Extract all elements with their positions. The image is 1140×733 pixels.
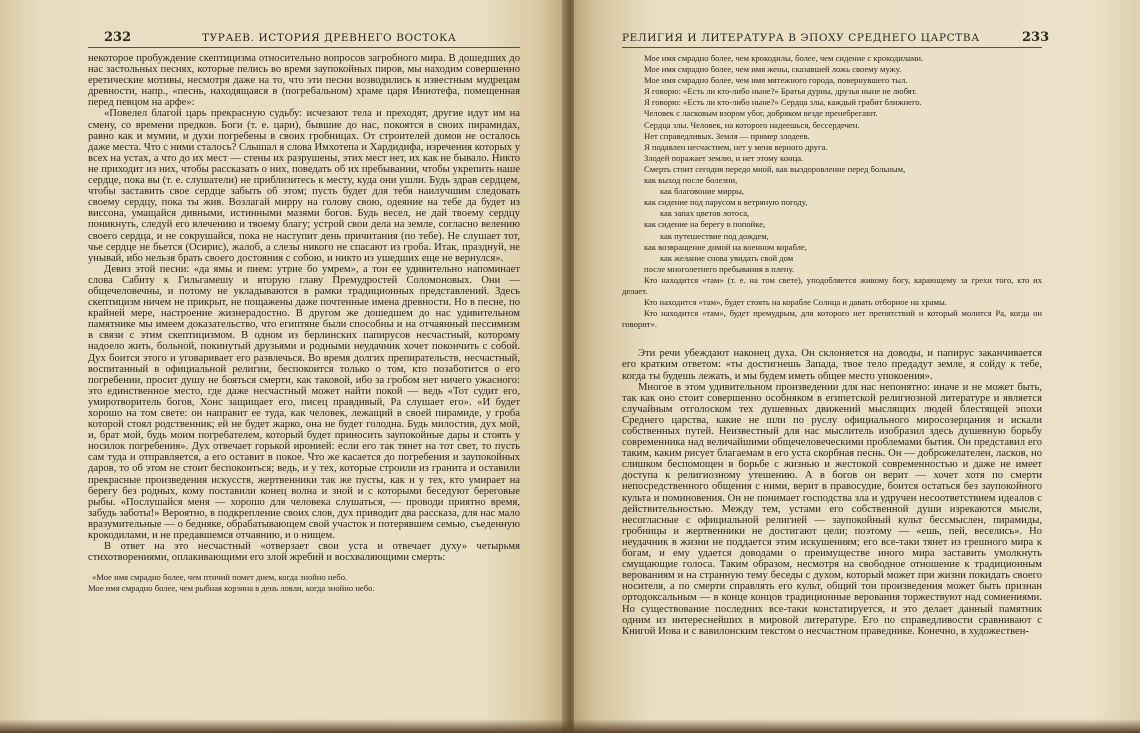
- right-page: [574, 0, 1140, 733]
- paragraph: Девиз этой песни: «да ямы и пием: утрие бо умрем», а тон ее удивительно напоминает слова Сабиту к Гильгамешу и вторую главу Премудростей Соломоновых. Они — общечеловечны, и потому не укладываются в рамки традиционных представлений. Здесь скептицизм ничем не прикрыт, не пощажены даже почтенные имена древности. Но в песне, по крайней мере, настроение жизнерадостно. В другом же дошедшем до нас удивительном памятнике мы имеем доказательство, что египтяне были способны и на отчаянный пессимизм в связи с этим скептицизмом. В одном из берлинских папирусов несчастный, которому надоело жить, больной, покинутый друзьями и родными неудачник хочет покончить с собой. Дух боится этого и уговаривает его развлечься. Во время долгих препирательств, несчастный, воспитанный в официальной религии, беспокоится только о том, кто позаботится о его погребении, просит душу не бояться смерти, как таковой, ибо за гробом нет ничего ужасного: это единственное место, где даже несчастный может найти покой — ведь «Тот судит его, умиротворитель богов, Хонс защищает его, писец правдивый, Ра слушает его». «И будет хорошо на том свете: он направит ее туда, как человек, лежащий в своей пирамиде, у гроба которой стоял родственник; ей не будет жарко, она не будет голодна. Будь милостив, дух мой, и, брат мой, будь моим погребателем, который будет приносить заупокойные дары и стоять у носилок погребения». Дух отвечает горькой иронией: если его так тянет на тот свет, то пусть сам туда и отправляется, а его оставит в покое. Что же касается до погребения и заупокойных даров, то об этом не стоит беспокоиться; ведь, и у тех, которые строили из гранита и оставили прекрасные произведения искусств, жертвенники так же пусты, как и у тех, кто умирает на берегу без родных, кому поставили конец волна и зной и с которыми беседуют береговые рыбы. «Послушайся меня — хорошо для человека слушаться, — проводи приятно время, забудь заботы!» Вероятно, в подкрепление своих слов, дух приводит два рассказа, для нас мало вразумительные — о бедняке, обрабатывающем свой участок и потерявшем семью, съеденную крокодилами, и не предавшемся отчаянию, и о нищем.: [88, 263, 520, 542]
- poem-line: Я говорю: «Есть ли кто-либо ныне?» Братья дурны, друзья ныне не любят.: [644, 86, 917, 97]
- left-body-text: [88, 53, 520, 595]
- poem-line: Нет справедливых. Земля — пример злодеев.: [644, 130, 810, 141]
- poem-line: Человек с ласковым взором убог, добряком везде пренебрегают.: [644, 108, 878, 119]
- poem-line: Мое имя смрадно более, чем рыбная корзина в день ловли, когда знойно небо.: [88, 583, 375, 594]
- right-body-text: [622, 53, 1042, 637]
- paragraph: В ответ на это несчастный «отверзает свои уста и отвечает духу» четырьмя стихотворениями, оплакивающими его злой жребий и восхваляющими смерть:: [88, 541, 520, 564]
- left-running-head: ТУРАЕВ. ИСТОРИЯ ДРЕВНЕГО ВОСТОКА: [202, 32, 457, 44]
- poem-line: как желание снова увидать свой дом: [660, 252, 794, 263]
- poem-line: как сидение на берегу в попойке,: [644, 219, 766, 230]
- page-bottom-edge: [0, 719, 1140, 733]
- left-page: [0, 0, 566, 733]
- right-running-head: РЕЛИГИЯ И ЛИТЕРАТУРА В ЭПОХУ СРЕДНЕГО ЦАРСТВА: [622, 32, 980, 44]
- poem-line: Я говорю: «Есть ли кто-либо ныне?» Сердца злы, каждый грабит ближнего.: [644, 97, 922, 108]
- poem-line: «Мое имя смрадно более, чем птичий помет днем, когда знойно небо.: [92, 572, 348, 583]
- poem-line: Злодей поражает землю, и нет этому конца.: [644, 152, 804, 163]
- poem-line: Кто находится «там», будет стоять на корабле Солнца и давать отборное на храмы.: [644, 297, 947, 308]
- right-page-number: 233: [1022, 30, 1050, 45]
- poem-line: Смерть стоит сегодня передо мной, как выздоровление перед больным,: [644, 163, 906, 174]
- poem-line: как выход после болезни,: [644, 175, 738, 186]
- left-header-rule: [88, 47, 520, 48]
- poem-line: Мое имя смрадно более, чем имя жены, сказавшей ложь своему мужу.: [644, 64, 902, 75]
- paragraph: Эти речи убеждают наконец духа. Он склоняется на доводы, и папирус заканчивается его кратким ответом: «ты достигнешь Запада, твое тело предадут земле, я сойду к тебе, когда ты будешь лежать, и мы будем иметь общее место упокоения».: [622, 348, 1042, 382]
- poem-line: Я подавлен несчастием, нет у меня верного друга.: [644, 141, 828, 152]
- poem-line: как возвращение домой на военном корабле,: [644, 241, 807, 252]
- poem-line: после многолетнего пребывания в плену.: [644, 263, 795, 274]
- paragraph: Многое в этом удивительном произведении для нас непонятно: иначе и не может быть, так как оно стоит совершенно особняком в египетской религиозной литературе и является случайным отголоском тех душевных движений мыслящих людей блестящей эпохи Среднего царства, какие не шли по руслу официального миросозерцания и искали собственных путей. Неизвестный для нас мыслитель изобразил здесь душевную борьбу современника над величайшими общечеловеческими проблемами бытия. Он представил его таким, каким рисует благаемам в его уста скорбная песнь. Он — доброжелателен, ласков, но слишком беспомощен в борьбе с жизнью и жестокой современностью и даже не имеет доступа к религиозному утешению. А в богов он верит — хочет хотя по смерти непосредственного общения с ними, верит в правосудие, боится остаться без заупокойного культа и поминовения. Он не понимает господства зла и удручен несоответствием идеалов с действительностью. Между тем, устами его собственной души изрекаются мысли, несогласные с официальной религией — заупокойный культ бессмыслен, пирамиды, гробницы и жертвенники не достигают цели; поэтому — «ешь, пей, веселись». Но неудачник в жизни не поддается этим искушениям; его все-таки тянет из грешного мира к богам, и ему удается доводами о преимуществе иного мира заставить умолкнуть смущающие голоса. Таким образом, несмотря на свободное отношение к традиционным верованиям и на странную тему беседы с духом, который может при жизни покидать своего носителя, а по смерти справлять его культ, общий тон произведения может быть признан ортодоксальным — в конце концов традиционные верования торжествуют над сомнениями. Но существование последних все-таки констатируется, и это делает данный памятник одним из интереснейших в мировой литературе. Его по справедливости сравнивают с Книгой Иова и с вавилонским текстом о несчастном праведнике. Конечно, в художествен-: [622, 381, 1042, 637]
- poem-line: Мое имя смрадно более, чем крокодилы, более, чем сидение с крокодилами.: [644, 53, 924, 63]
- poem-line: Сердца злы. Человек, на которого надеешься, бессердечен.: [644, 119, 860, 130]
- poem-line: как запах цветов лотоса,: [660, 208, 750, 219]
- poem-line: Кто находится «там», будет премудрым, для которого нет препятствий и который молится Ра, когда он говорит».: [622, 308, 1042, 330]
- paragraph: некоторое пробуждение скептицизма относительно вопросов загробного мира. В дошедших до нас застольных песнях, которые пелись во время заупокойных пиров, мы находим совершенно еретические мотивы, несмотря даже на то, что эти песни возводились к известным мудрецам древности, напр., «песнь, находящаяся в (погребальном) храме царя Иниотефа, помещенная перед певцом на арфе»:: [88, 53, 520, 109]
- poem-line: Кто находится «там» (т. е. на том свете), уподобляется живому богу, карающему за грехи того, кто их делает.: [622, 274, 1042, 296]
- left-page-number: 232: [104, 30, 132, 45]
- poem-line: Мое имя смрадно более, чем имя мятежного города, повернувшего тыл.: [644, 75, 908, 86]
- poem-line: как путешествие под дождем,: [660, 230, 769, 241]
- poem-line: как благовоние мирры,: [660, 186, 745, 197]
- paragraph: «Повелел благой царь прекрасную судьбу: исчезают тела и преходят, другие идут им на смену, со времени предков. Боги (т. е. цари), бывшие до нас, покоятся в своих пирамидах, равно как и мумии, и духи погребены в своих гробницах. От строителей домов не осталось даже места. Что с ними сталось? Слышал я слова Имхотепа и Хардидифа, изречения которых у всех на устах, а что до их мест — стены их разрушены, этих мест нет, их как не бывало. Никто не приходит из них, чтобы рассказать о них, поведать об их пребывании, чтобы укрепить наше сердце, пока вы (т. е. слушатели) не приблизитесь к месту, куда они ушли. Будь здрав сердцем, чтобы заставить свое сердце забыть об этом; пусть будет для тебя наилучшим следовать своему сердцу, пока ты жив. Возлагай мирру на голову свою, одеяние на тебе да будет из виссона, умащайся дивными, истинными мазями богов. Будь весел, не дай твоему сердцу поникнуть, следуй его влечению и твоему благу; устрой свои дела на земле, согласно велению своего сердца, и не сокрушайся, пока не наступит день причитания (по тебе). Не слушает тот, чье сердце не бьется (Осирис), жалоб, а слезы никого не спасают из гроба. Итак, празднуй, не унывай, ибо нельзя брать своего достояния с собою, и никто из ушедших еще не вернулся».: [88, 108, 520, 264]
- poem-line: как сидение под парусом в ветряную погоду,: [644, 197, 808, 208]
- right-header-rule: [622, 47, 1042, 48]
